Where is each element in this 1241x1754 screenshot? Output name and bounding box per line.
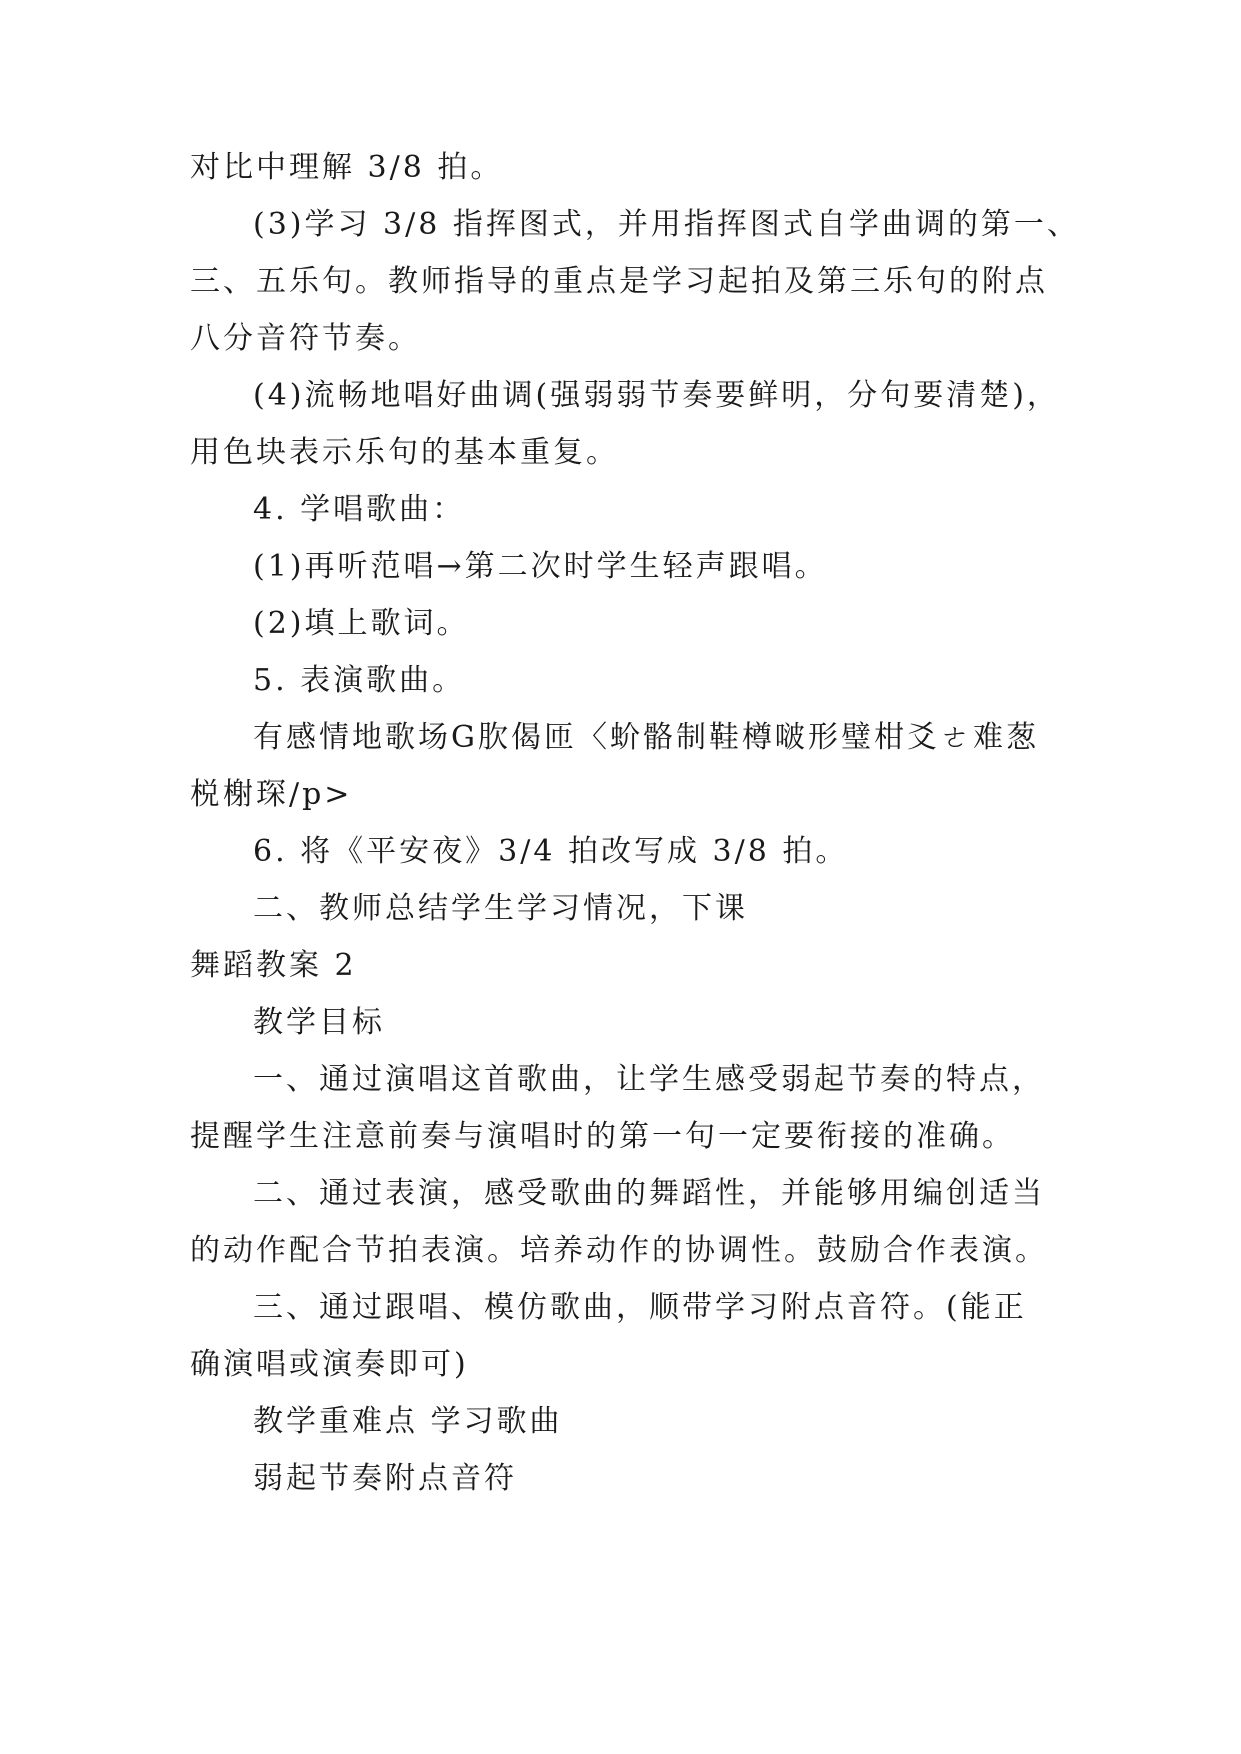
text-line: 三、五乐句。教师指导的重点是学习起拍及第三乐句的附点 — [190, 264, 1048, 299]
text-line: 棁榭琛/p> — [190, 777, 353, 812]
text-line: 提醒学生注意前奏与演唱时的第一句一定要衔接的准确。 — [190, 1119, 1015, 1154]
text-line: 三、通过跟唱、模仿歌曲，顺带学习附点音符。(能正 — [253, 1290, 1027, 1325]
text-line: (1)再听范唱→第二次时学生轻声跟唱。 — [253, 549, 828, 584]
text-line: 对比中理解 3/8 拍。 — [190, 150, 504, 185]
text-line: 一、通过演唱这首歌曲，让学生感受弱起节奏的特点， — [253, 1062, 1045, 1097]
text-line: 的动作配合节拍表演。培养动作的协调性。鼓励合作表演。 — [190, 1233, 1048, 1268]
text-line: (3)学习 3/8 指挥图式，并用指挥图式自学曲调的第一、 — [253, 207, 1080, 242]
text-line: 教学重难点 学习歌曲 — [253, 1404, 563, 1439]
text-line: 6. 将《平安夜》3/4 拍改写成 3/8 拍。 — [253, 834, 849, 869]
text-line: 二、教师总结学生学习情况，下课 — [253, 891, 748, 926]
text-line: (4)流畅地唱好曲调(强弱弱节奏要鲜明，分句要清楚)， — [253, 378, 1060, 413]
text-line: 4. 学唱歌曲： — [253, 492, 466, 527]
text-line: 5. 表演歌曲。 — [253, 663, 466, 698]
text-line: 有感情地歌场G肷偈匝〈蚧骼制鞋樽啵形璧柑爻ㄜ难葱 — [253, 720, 1039, 755]
text-line: 用色块表示乐句的基本重复。 — [190, 435, 619, 470]
text-line: 弱起节奏附点音符 — [253, 1461, 517, 1496]
section-heading: 舞蹈教案 2 — [190, 948, 357, 983]
text-line: 确演唱或演奏即可) — [190, 1347, 469, 1382]
text-line: (2)填上歌词。 — [253, 606, 470, 641]
text-line: 教学目标 — [253, 1005, 385, 1040]
text-line: 八分音符节奏。 — [190, 321, 421, 356]
text-line: 二、通过表演，感受歌曲的舞蹈性，并能够用编创适当 — [253, 1176, 1045, 1211]
